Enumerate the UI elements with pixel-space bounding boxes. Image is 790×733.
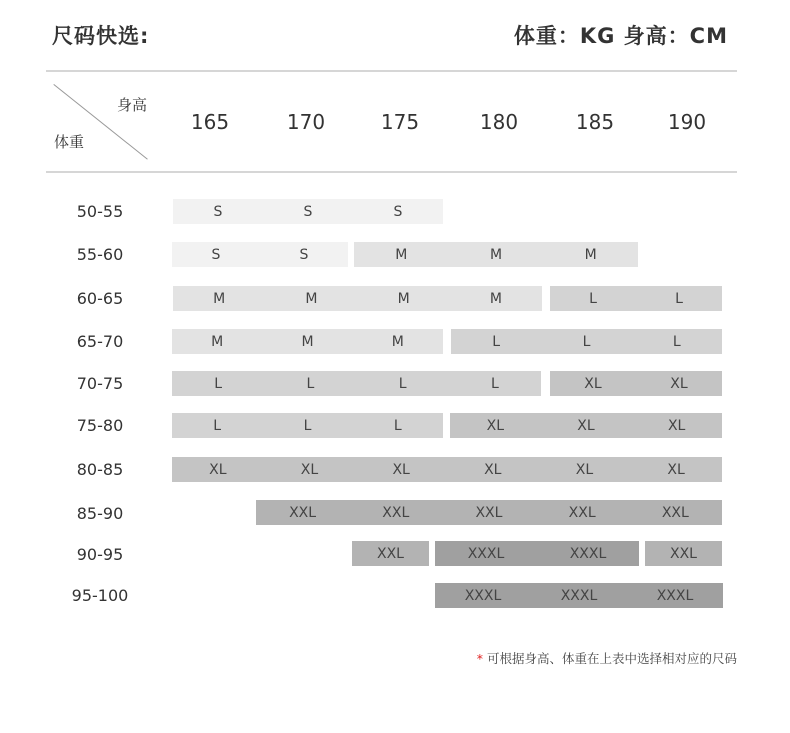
size-cell: S	[303, 203, 313, 220]
size-bar	[451, 329, 722, 354]
height-header-180: 180	[479, 110, 519, 134]
size-cell: M	[391, 333, 404, 350]
footnote	[477, 649, 737, 667]
size-cell: M	[584, 246, 597, 263]
size-cell: XXL	[670, 545, 697, 562]
size-cell: L	[490, 375, 499, 392]
weight-label-65-70: 65-70	[76, 332, 124, 351]
footnote-asterisk: *	[476, 651, 483, 666]
size-bar	[172, 457, 722, 482]
size-cell: XXL	[661, 504, 689, 521]
size-cell: L	[398, 375, 407, 392]
size-bar	[172, 242, 348, 267]
size-cell: XL	[486, 417, 505, 434]
top-divider	[46, 70, 737, 72]
size-cell: XXXL	[569, 545, 607, 562]
size-cell: XXL	[382, 504, 410, 521]
weight-label-70-75: 70-75	[76, 374, 124, 393]
size-cell: XL	[667, 461, 685, 478]
weight-label-95-100: 95-100	[71, 586, 129, 605]
size-bar	[435, 541, 639, 566]
weight-label-50-55: 50-55	[76, 202, 124, 221]
size-bar	[172, 329, 443, 354]
page-title: 尺码快选:	[52, 24, 150, 48]
size-cell: L	[675, 290, 683, 307]
size-cell: XXXL	[560, 587, 598, 604]
units-label: 体重：KG 身高：CM	[513, 24, 728, 48]
size-bar	[173, 286, 542, 311]
height-header-190: 190	[667, 110, 707, 134]
size-cell: XXXL	[464, 587, 502, 604]
size-cell: M	[211, 333, 224, 350]
height-header-185: 185	[575, 110, 615, 134]
size-cell: XXL	[289, 504, 317, 521]
size-cell: XXXL	[656, 587, 694, 604]
size-bar	[435, 583, 723, 608]
size-bar	[172, 371, 541, 396]
size-bar	[352, 541, 429, 566]
size-cell: M	[489, 290, 502, 307]
footnote-text: 可根据身高、体重在上表中选择相对应的尺码	[486, 651, 737, 666]
size-cell: XL	[392, 461, 410, 478]
height-header-165: 165	[190, 110, 230, 134]
size-cell: L	[589, 290, 597, 307]
size-cell: XXL	[475, 504, 503, 521]
size-cell: M	[397, 290, 410, 307]
size-cell: L	[393, 417, 402, 434]
size-bar	[173, 199, 443, 224]
size-cell: L	[213, 417, 222, 434]
size-cell: L	[492, 333, 501, 350]
size-cell: XL	[667, 417, 686, 434]
size-cell: L	[582, 333, 591, 350]
corner-weight-label: 体重	[54, 133, 85, 151]
header-divider	[46, 171, 737, 173]
size-cell: S	[211, 246, 221, 263]
height-header-170: 170	[286, 110, 326, 134]
size-cell: M	[213, 290, 226, 307]
size-cell: XL	[584, 375, 602, 392]
size-cell: XXXL	[467, 545, 505, 562]
size-cell: XL	[209, 461, 227, 478]
size-bar	[256, 500, 722, 525]
weight-label-60-65: 60-65	[76, 289, 124, 308]
size-cell: L	[306, 375, 315, 392]
corner-height-label: 身高	[117, 96, 148, 114]
size-cell: L	[672, 333, 681, 350]
size-cell: XL	[575, 461, 594, 478]
size-bar	[550, 371, 722, 396]
weight-label-80-85: 80-85	[76, 460, 124, 479]
size-bar	[645, 541, 722, 566]
size-bar	[172, 413, 443, 438]
weight-label-90-95: 90-95	[76, 545, 124, 564]
size-cell: XL	[300, 461, 319, 478]
size-cell: S	[393, 203, 403, 220]
weight-label-55-60: 55-60	[76, 245, 124, 264]
size-bar	[450, 413, 722, 438]
size-cell: XL	[670, 375, 688, 392]
size-cell: L	[214, 375, 223, 392]
size-cell: M	[395, 246, 408, 263]
size-cell: S	[299, 246, 309, 263]
weight-label-85-90: 85-90	[76, 504, 124, 523]
size-cell: M	[489, 246, 503, 263]
size-bar	[354, 242, 638, 267]
size-cell: XXL	[377, 545, 404, 562]
size-cell: S	[213, 203, 223, 220]
size-cell: M	[301, 333, 314, 350]
size-cell: XXL	[568, 504, 596, 521]
size-cell: XL	[484, 461, 502, 478]
size-cell: M	[305, 290, 318, 307]
height-header-175: 175	[380, 110, 420, 134]
size-bar	[550, 286, 722, 311]
size-cell: L	[303, 417, 312, 434]
weight-label-75-80: 75-80	[76, 416, 124, 435]
size-cell: XL	[577, 417, 595, 434]
